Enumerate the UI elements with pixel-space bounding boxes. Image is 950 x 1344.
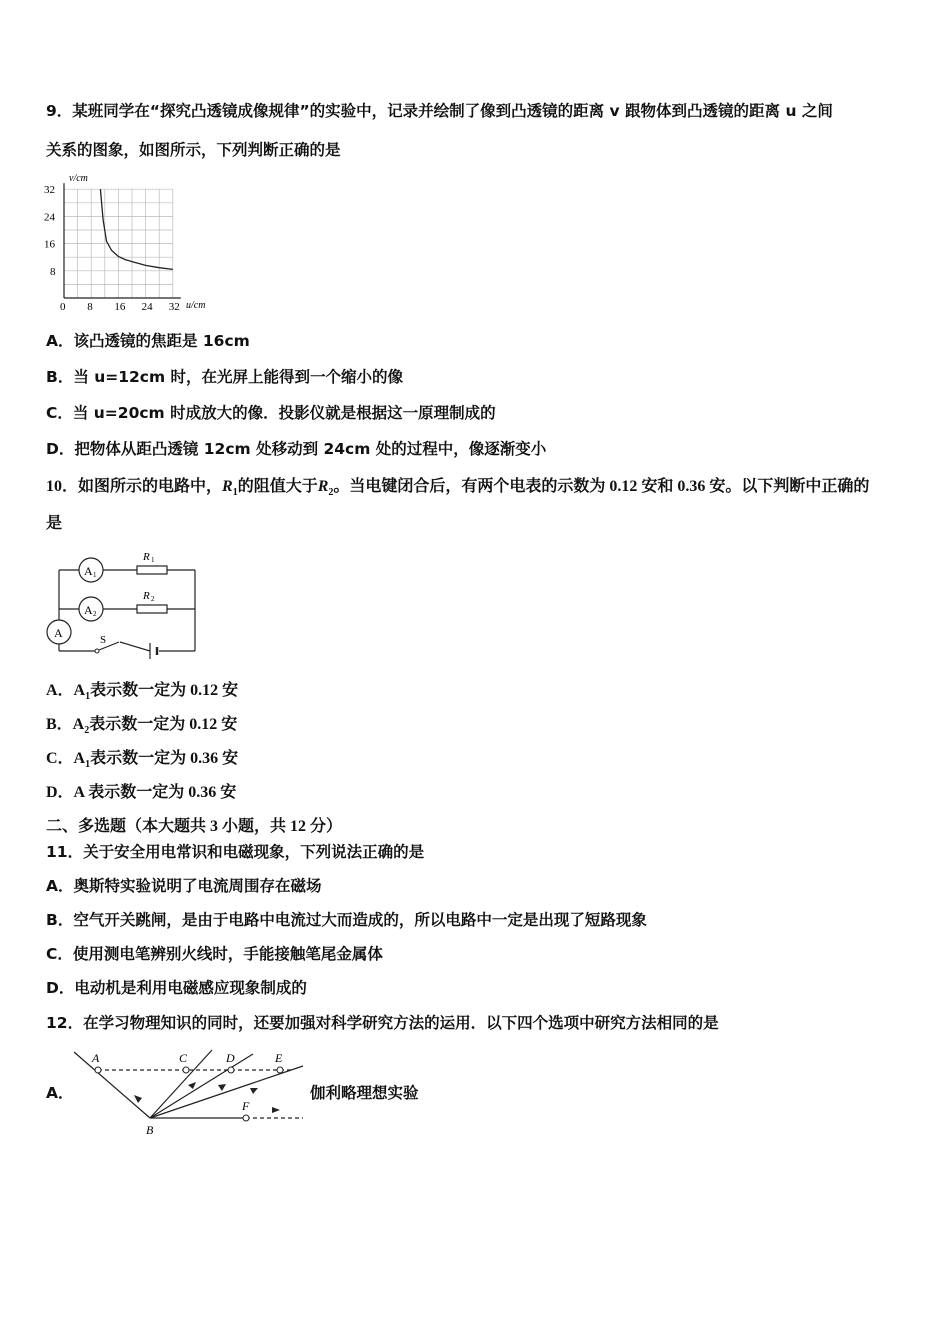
point-c-label: C (179, 1051, 188, 1065)
ammeter-a1-sub: 1 (93, 571, 97, 579)
ammeter-a (47, 620, 71, 644)
point-a-label: A (92, 1051, 100, 1065)
q10-option-b (46, 714, 237, 742)
q10-option-a-pre: A．A (46, 682, 86, 699)
q10-stem-line2: 是 (46, 515, 63, 532)
q9-option-d: D．把物体从距凸透镜 12cm 处移动到 24cm 处的过程中，像逐渐变小 (46, 440, 547, 458)
chart-axes (64, 183, 181, 298)
ammeter-a2-label: A (84, 603, 93, 617)
q10-option-b-pre: B．A (46, 716, 85, 733)
ammeter-a2-sub: 2 (93, 610, 97, 618)
resistor-r2-label: R (143, 590, 150, 602)
resistor-r2-sub: 2 (151, 595, 155, 603)
ammeter-a-label: A (54, 626, 63, 640)
q10-option-a-post: 表示数一定为 0.12 安 (90, 682, 239, 699)
q10-option-c (46, 748, 238, 776)
x-tick-label: 16 (114, 301, 126, 313)
x-tick-label: 0 (60, 301, 66, 313)
q10-option-c-pre: C．A (46, 750, 86, 767)
q10-option-c-sub: 1 (85, 759, 91, 771)
q10-stem-part-a: 10．如图所示的电路中， (46, 478, 223, 495)
q12-stem: 12．在学习物理知识的同时，还要加强对科学研究方法的运用．以下四个选项中研究方法相同的是 (46, 1014, 719, 1032)
q10-stem-part-b: 的阻值大于 (237, 478, 318, 495)
q12-option-a-label: A． (46, 1084, 74, 1102)
q10-option-d-pre: D．A (46, 784, 89, 801)
y-tick-label: 8 (50, 265, 56, 278)
q10-stem-part-c: 。当电键闭合后，有两个电表的示数为 0.12 安和 0.36 安。以下判断中正确的 (333, 478, 870, 495)
q11-stem: 11．关于安全用电常识和电磁现象，下列说法正确的是 (46, 843, 425, 861)
point-f-label: F (242, 1099, 250, 1113)
q10-stem-r2: R (317, 478, 329, 495)
battery-icon (150, 643, 157, 659)
q12-option-a-caption: 伽利略理想实验 (310, 1084, 419, 1102)
q10-option-d-post: 表示数一定为 0.36 安 (88, 784, 237, 801)
q9-option-b: B．当 u=12cm 时，在光屏上能得到一个缩小的像 (46, 368, 404, 386)
q9-option-c: C．当 u=20cm 时成放大的像．投影仪就是根据这一原理制成的 (46, 404, 496, 422)
q10-option-a-sub: 1 (85, 691, 91, 703)
switch-s (95, 634, 119, 653)
q11-option-b: B．空气开关跳闸，是由于电路中电流过大而造成的，所以电路中一定是出现了短路现象 (46, 911, 647, 929)
q10-circuit-diagram (42, 548, 207, 666)
resistor-r1 (137, 551, 167, 574)
ammeter-a1-label: A (84, 564, 93, 578)
q11-option-c: C．使用测电笔辨别火线时，手能接触笔尾金属体 (46, 945, 383, 963)
q10-stem-r1: R (222, 478, 233, 495)
x-tick-label: 8 (87, 301, 93, 313)
chart-x-axis-label: u/cm (186, 300, 206, 311)
q9-option-a: A．该凸透镜的焦距是 16cm (46, 332, 250, 350)
y-tick-label: 32 (44, 184, 55, 197)
q9-stem-line2: 关系的图象，如图所示，下列判断正确的是 (46, 141, 341, 159)
q9-vu-chart (40, 168, 230, 316)
switch-s-label: S (100, 634, 107, 646)
q10-option-d (46, 782, 236, 804)
ammeter-a1 (79, 558, 103, 582)
q10-stem-r1-sub: 1 (232, 487, 238, 499)
point-d-label: D (226, 1051, 235, 1065)
chart-y-axis-label: v/cm (69, 173, 88, 184)
chart-grid (64, 189, 173, 298)
q11-option-a: A．奥斯特实验说明了电流周围存在磁场 (46, 877, 322, 895)
x-tick-label: 24 (141, 301, 153, 313)
ammeter-a2 (79, 597, 103, 621)
resistor-r1-sub: 1 (151, 556, 155, 564)
q10-option-a (46, 680, 238, 708)
y-tick-label: 16 (44, 238, 55, 251)
q10-stem-r2-sub: 2 (328, 487, 334, 499)
section-heading: 二、多选题（本大题共 3 小题，共 12 分） (46, 818, 343, 835)
x-tick-label: 32 (168, 301, 180, 313)
q11-option-d: D．电动机是利用电磁感应现象制成的 (46, 979, 307, 997)
q12-galileo-ramp-diagram (68, 1048, 308, 1136)
q10-option-b-post: 表示数一定为 0.12 安 (89, 716, 238, 733)
q10-stem-line1 (46, 476, 869, 504)
y-tick-label: 24 (44, 211, 55, 224)
point-b-label: B (146, 1123, 154, 1136)
q10-option-b-sub: 2 (84, 725, 90, 737)
q9-stem-line1: 9．某班同学在“探究凸透镜成像规律”的实验中，记录并绘制了像到凸透镜的距离 v 跟物体到凸透镜的距离 u 之间 (46, 102, 833, 120)
resistor-r2 (137, 590, 167, 613)
resistor-r1-label: R (143, 551, 150, 563)
q10-option-c-post: 表示数一定为 0.36 安 (90, 750, 239, 767)
point-e-label: E (275, 1051, 283, 1065)
